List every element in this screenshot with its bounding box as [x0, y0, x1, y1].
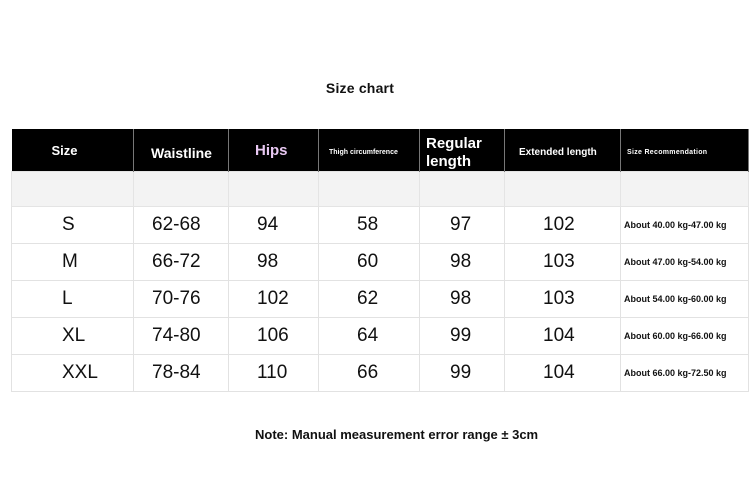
cell-extended-length: 103 [505, 244, 621, 281]
cell-recommendation: About 47.00 kg-54.00 kg [621, 244, 749, 281]
cell-extended-length: 104 [505, 318, 621, 355]
cell-waistline: 62-68 [134, 207, 229, 244]
cell-thigh: 66 [319, 355, 420, 392]
cell-extended-length: 104 [505, 355, 621, 392]
spacer-cell [505, 172, 621, 207]
cell-recommendation: About 66.00 kg-72.50 kg [621, 355, 749, 392]
cell-thigh: 58 [319, 207, 420, 244]
table-row [12, 244, 749, 281]
cell-size: XL [12, 318, 134, 355]
header-thigh-circumference: Thigh circumference [319, 129, 420, 172]
table-row [12, 281, 749, 318]
header-size: Size [12, 129, 134, 172]
cell-regular-length: 98 [420, 281, 505, 318]
cell-size: S [12, 207, 134, 244]
header-extended-length: Extended length [505, 129, 621, 172]
spacer-cell [621, 172, 749, 207]
cell-regular-length: 99 [420, 355, 505, 392]
spacer-cell [319, 172, 420, 207]
spacer-cell [12, 172, 134, 207]
size-table [11, 129, 749, 392]
cell-thigh: 60 [319, 244, 420, 281]
cell-hips: 102 [229, 281, 319, 318]
table-row [12, 207, 749, 244]
spacer-row [12, 172, 749, 207]
cell-regular-length: 98 [420, 244, 505, 281]
cell-thigh: 62 [319, 281, 420, 318]
cell-regular-length: 99 [420, 318, 505, 355]
cell-recommendation: About 40.00 kg-47.00 kg [621, 207, 749, 244]
cell-hips: 98 [229, 244, 319, 281]
table-row [12, 355, 749, 392]
cell-extended-length: 103 [505, 281, 621, 318]
cell-hips: 110 [229, 355, 319, 392]
spacer-cell [420, 172, 505, 207]
cell-hips: 94 [229, 207, 319, 244]
cell-recommendation: About 60.00 kg-66.00 kg [621, 318, 749, 355]
cell-regular-length: 97 [420, 207, 505, 244]
table-row [12, 318, 749, 355]
header-regular-length: Regular length [420, 129, 505, 172]
spacer-cell [134, 172, 229, 207]
header-hips: Hips [229, 129, 319, 172]
cell-size: M [12, 244, 134, 281]
header-row [12, 129, 749, 172]
cell-size: L [12, 281, 134, 318]
cell-recommendation: About 54.00 kg-60.00 kg [621, 281, 749, 318]
header-waistline: Waistline [134, 129, 229, 172]
cell-extended-length: 102 [505, 207, 621, 244]
cell-thigh: 64 [319, 318, 420, 355]
spacer-cell [229, 172, 319, 207]
measurement-note: Note: Manual measurement error range ± 3cm [255, 427, 539, 442]
page-title: Size chart [325, 80, 395, 96]
cell-size: XXL [12, 355, 134, 392]
cell-waistline: 66-72 [134, 244, 229, 281]
cell-waistline: 74-80 [134, 318, 229, 355]
size-chart-table [11, 129, 748, 401]
cell-hips: 106 [229, 318, 319, 355]
header-size-recommendation: Size Recommendation [621, 129, 749, 172]
cell-waistline: 78-84 [134, 355, 229, 392]
cell-waistline: 70-76 [134, 281, 229, 318]
